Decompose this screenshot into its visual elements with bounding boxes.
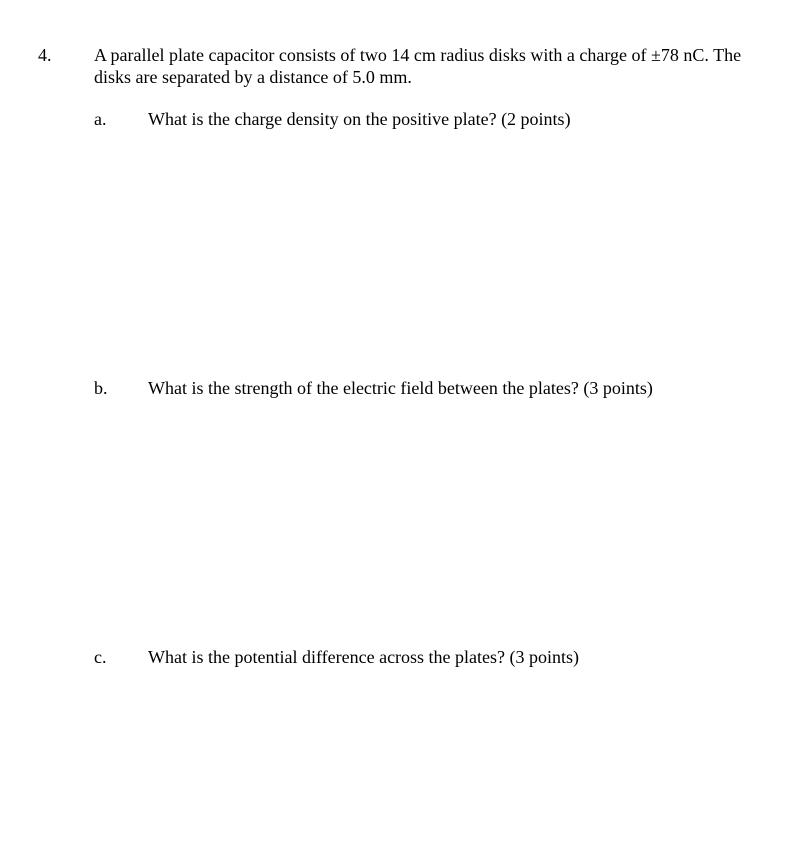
part-c-letter: c. [94,647,107,667]
answer-space-a [94,135,774,365]
question-stem: A parallel plate capacitor consists of two 14 cm radius disks with a charge of ±78 nC. The disks are separated by a distance of 5.0 mm. [94,45,742,87]
part-b-letter: b. [94,378,108,398]
part-b-text: What is the strength of the electric field between the plates? (3 points) [148,378,653,398]
answer-space-c [94,673,774,833]
part-a-letter: a. [94,109,107,129]
part-a-text: What is the charge density on the positive plate? (2 points) [148,109,571,129]
answer-space-b [94,404,774,634]
question-number: 4. [38,45,52,65]
part-c-text: What is the potential difference across the plates? (3 points) [148,647,580,667]
